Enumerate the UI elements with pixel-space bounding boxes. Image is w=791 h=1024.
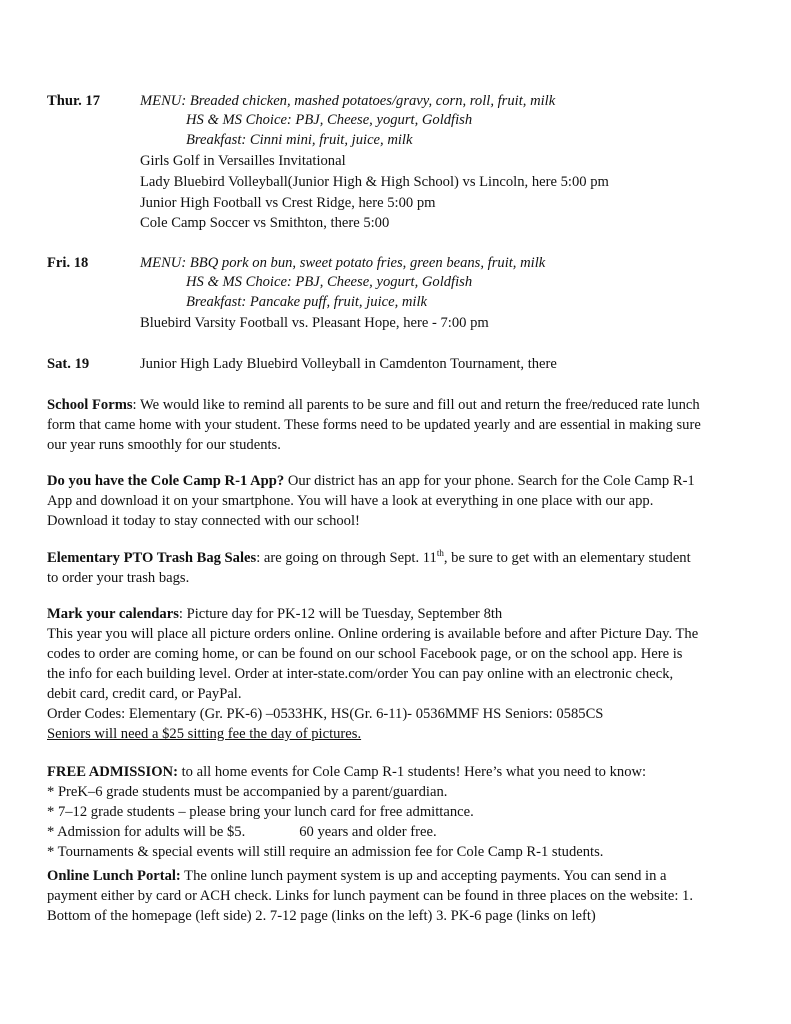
event-item: Cole Camp Soccer vs Smithton, there 5:00 <box>140 215 390 231</box>
lunch-portal-heading: Online Lunch Portal: <box>47 868 181 884</box>
paragraph-text: : are going on through Sept. 11 <box>256 550 437 566</box>
paragraph-text: debit card, credit card, or PayPal. <box>47 686 242 702</box>
paragraph-text: our year runs smoothly for our students. <box>47 437 281 453</box>
paragraph-text: form that came home with your student. These forms need to be updated yearly and are essential in making sure <box>47 417 701 433</box>
paragraph-text: to order your trash bags. <box>47 570 190 586</box>
choice-fri: HS & MS Choice: PBJ, Cheese, yogurt, Goldfish <box>186 274 473 290</box>
menu-label: MENU: <box>140 255 187 271</box>
lunch-portal-section <box>47 866 752 926</box>
calendars-section <box>47 604 752 744</box>
paragraph-text: Download it today to stay connected with our school! <box>47 513 360 529</box>
breakfast-thur: Breakfast: Cinni mini, fruit, juice, milk <box>186 132 413 148</box>
day-label-fri: Fri. 18 <box>47 255 89 271</box>
paragraph-text: The online lunch payment system is up and accepting payments. You can send in a <box>180 868 667 884</box>
admission-section <box>47 762 752 862</box>
day-label-sat: Sat. 19 <box>47 356 90 372</box>
paragraph-text: : We would like to remind all parents to be sure and fill out and return the free/reduced rate lunch <box>132 397 700 413</box>
event-item: Bluebird Varsity Football vs. Pleasant Hope, here - 7:00 pm <box>140 315 489 331</box>
paragraph-text: codes to order are coming home, or can be found on our school Facebook page, or on the school app. Here is <box>47 646 683 662</box>
paragraph-text: payment either by card or ACH check. Links for lunch payment can be found in three places on the website: 1. <box>47 888 693 904</box>
paragraph-text: Our district has an app for your phone. Search for the Cole Camp R-1 <box>284 473 695 489</box>
paragraph-text: : Picture day for PK-12 will be Tuesday, September 8th <box>178 606 503 622</box>
event-item: Junior High Lady Bluebird Volleyball in Camdenton Tournament, there <box>140 356 557 372</box>
breakfast-fri: Breakfast: Pancake puff, fruit, juice, milk <box>186 294 428 310</box>
paragraph-text: App and download it on your smartphone. You will have a look at everything in one place with our app. <box>47 493 654 509</box>
menu-thur <box>140 91 555 111</box>
paragraph-text: Order Codes: Elementary (Gr. PK-6) –0533HK, HS(Gr. 6-11)- 0536MMF HS Seniors: 0585CS <box>47 706 604 722</box>
event-item: Junior High Football vs Crest Ridge, here 5:00 pm <box>140 195 436 211</box>
superscript: th <box>436 548 444 559</box>
admission-heading: FREE ADMISSION: <box>47 764 178 780</box>
bullet-item: * 7–12 grade students – please bring your lunch card for free admittance. <box>47 804 474 820</box>
paragraph-text: , be sure to get with an elementary student <box>443 550 691 566</box>
menu-text: Breaded chicken, mashed potatoes/gravy, corn, roll, fruit, milk <box>189 93 556 109</box>
paragraph-text: the info for each building level. Order at inter-state.com/order You can pay online with an electronic check, <box>47 666 674 682</box>
choice-thur: HS & MS Choice: PBJ, Cheese, yogurt, Goldfish <box>186 112 473 128</box>
pto-section <box>47 548 752 588</box>
bullet-item <box>47 822 752 842</box>
paragraph-text: * Admission for adults will be $5. <box>47 824 246 840</box>
event-item: Lady Bluebird Volleyball(Junior High & High School) vs Lincoln, here 5:00 pm <box>140 174 609 190</box>
calendars-heading: Mark your calendars <box>47 606 179 622</box>
school-forms-heading: School Forms <box>47 397 133 413</box>
app-heading: Do you have the Cole Camp R-1 App? <box>47 473 285 489</box>
menu-fri <box>140 253 545 273</box>
day-label-thur: Thur. 17 <box>47 93 100 109</box>
menu-text: BBQ pork on bun, sweet potato fries, green beans, fruit, milk <box>189 255 546 271</box>
paragraph-text: This year you will place all picture orders online. Online ordering is available before and after Picture Day. The <box>47 626 699 642</box>
school-forms-section <box>47 395 752 455</box>
paragraph-text: Bottom of the homepage (left side) 2. 7-12 page (links on the left) 3. PK-6 page (links on left) <box>47 908 596 924</box>
event-item: Girls Golf in Versailles Invitational <box>140 153 346 169</box>
paragraph-text: 60 years and older free. <box>299 824 437 840</box>
seniors-note: Seniors will need a $25 sitting fee the day of pictures. <box>47 726 362 742</box>
bullet-item: * Tournaments & special events will still require an admission fee for Cole Camp R-1 students. <box>47 844 604 860</box>
menu-label: MENU: <box>140 93 187 109</box>
pto-heading: Elementary PTO Trash Bag Sales <box>47 550 257 566</box>
app-section <box>47 471 752 531</box>
bullet-item: * PreK–6 grade students must be accompanied by a parent/guardian. <box>47 784 448 800</box>
paragraph-text: to all home events for Cole Camp R-1 students! Here’s what you need to know: <box>177 764 647 780</box>
